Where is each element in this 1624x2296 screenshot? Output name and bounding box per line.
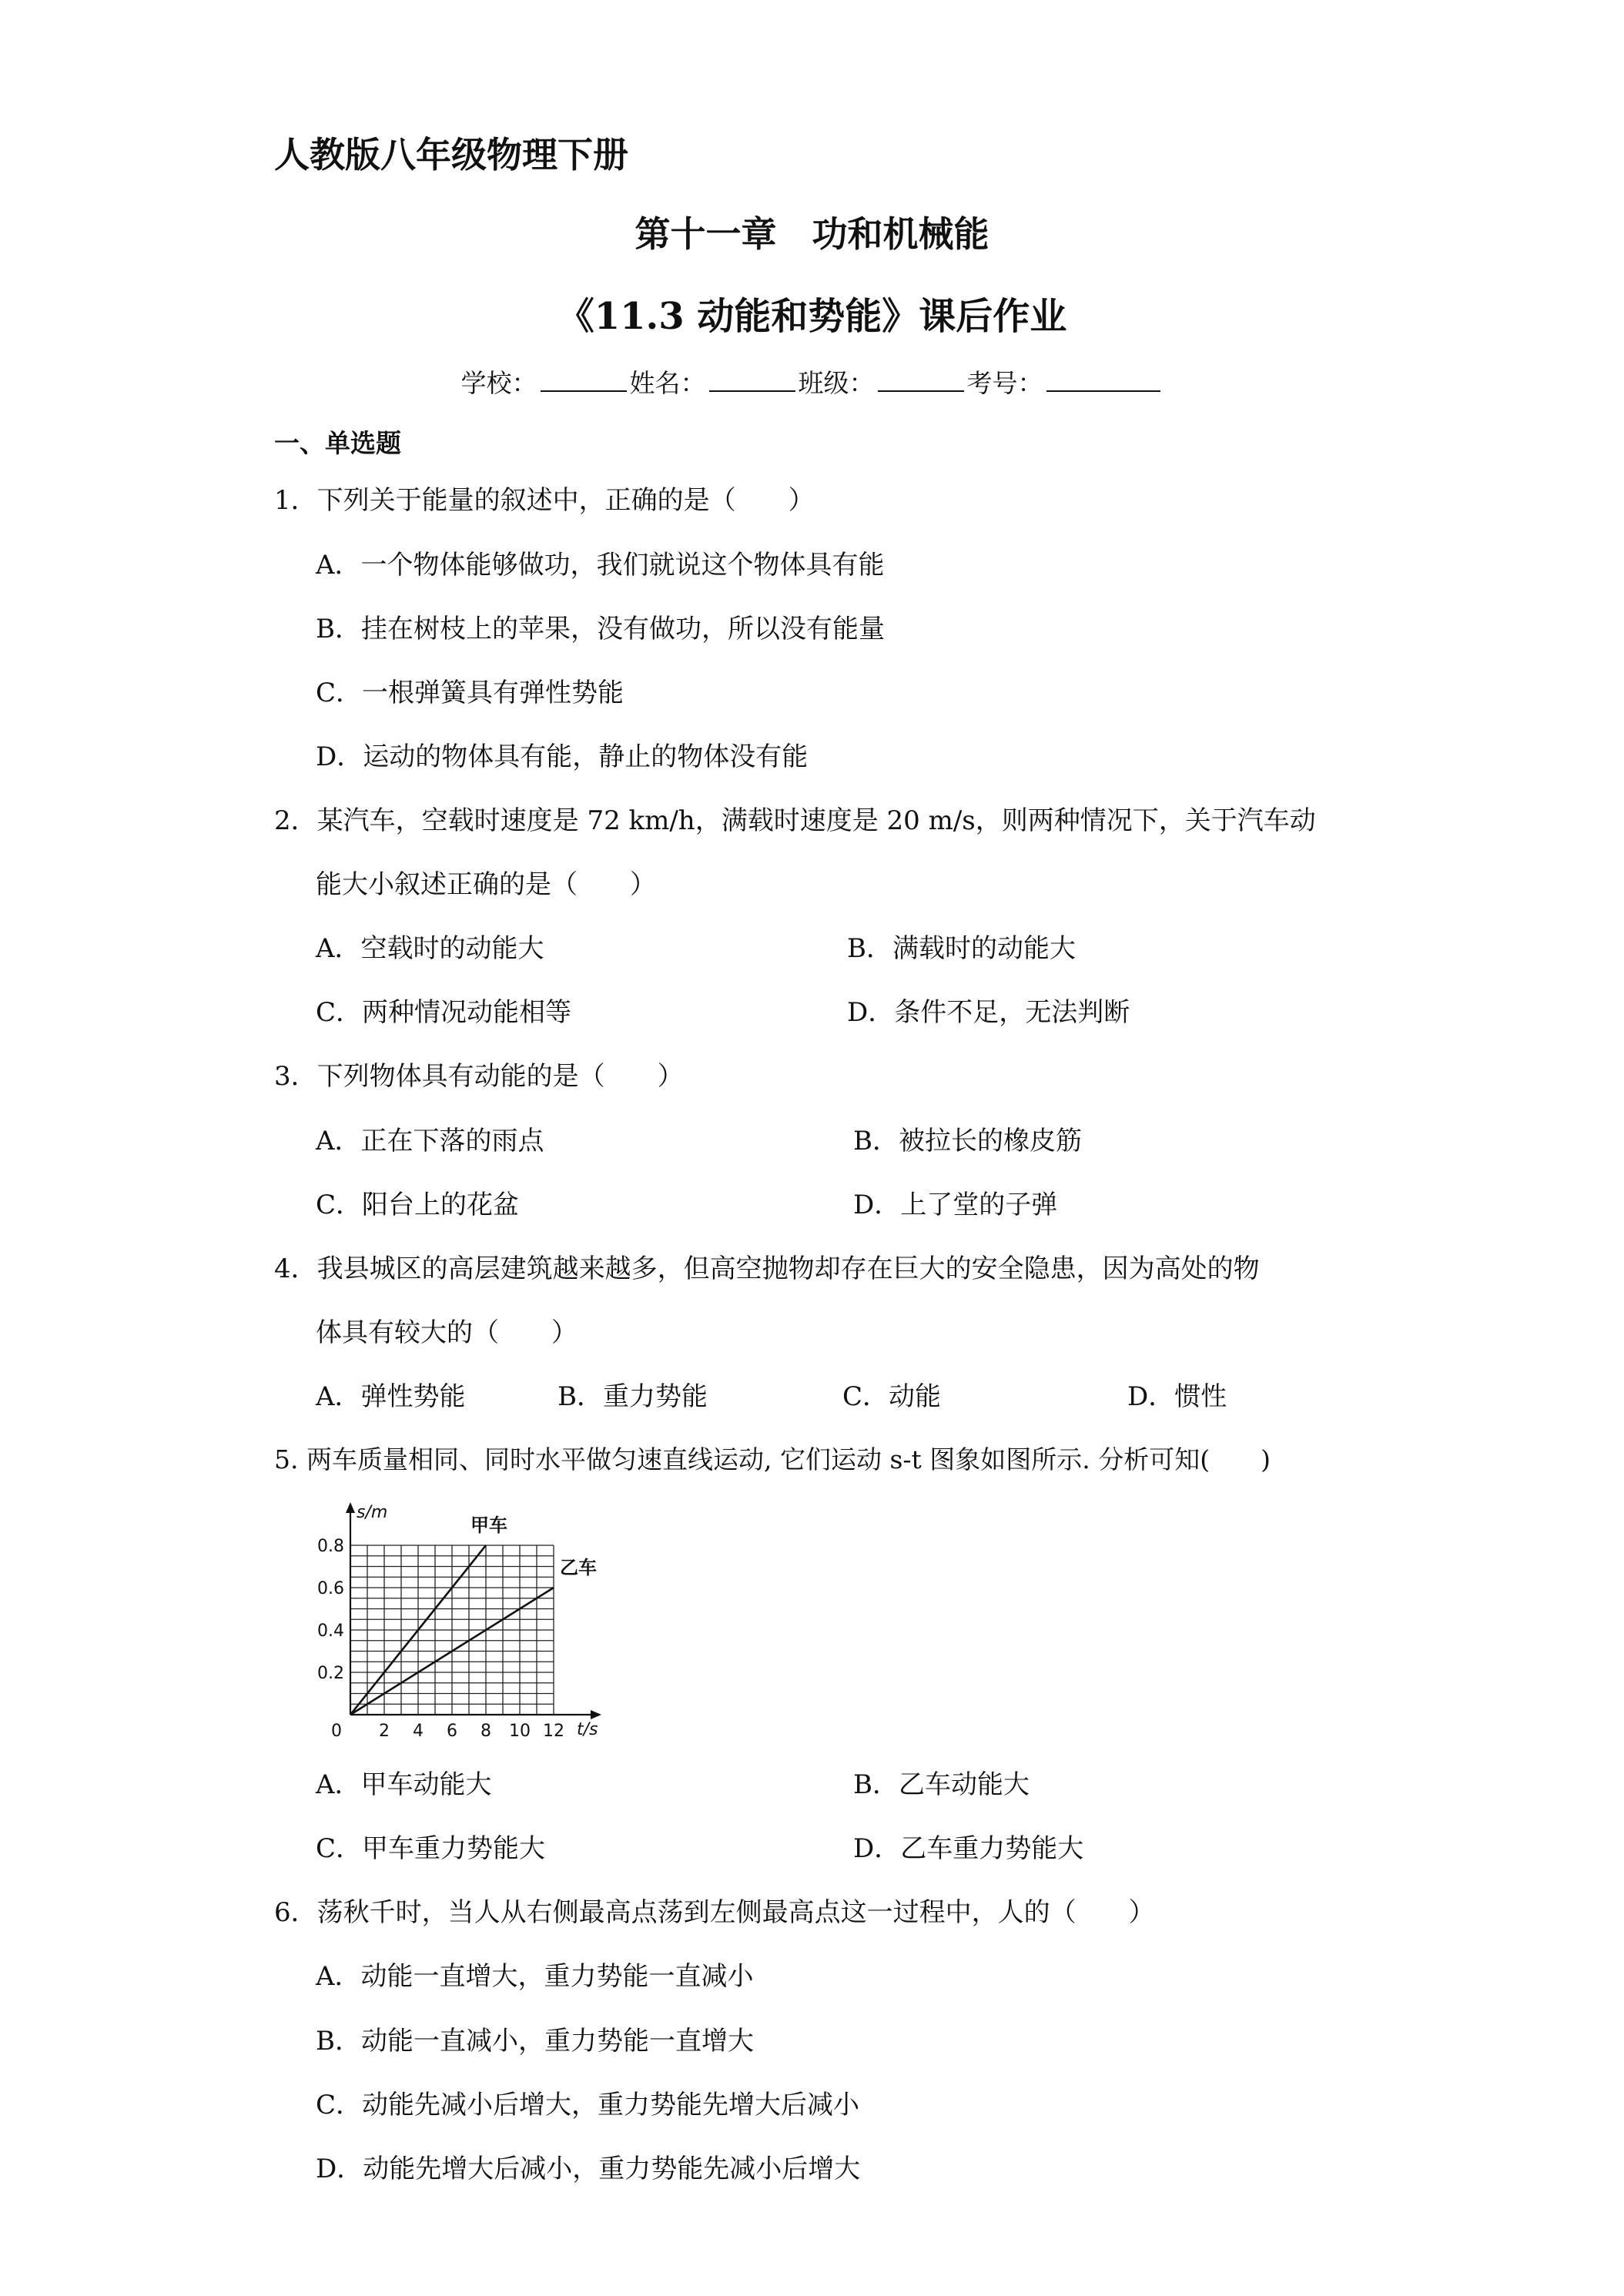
x-tick-label: 8 — [481, 1722, 491, 1741]
question-4-option-c: C．动能 — [842, 1381, 942, 1412]
series-title: 人教版八年级物理下册 — [274, 134, 628, 176]
x-tick-label: 2 — [379, 1722, 390, 1741]
class-blank[interactable] — [878, 367, 964, 392]
question-2-option-d: D．条件不足，无法判断 — [847, 997, 1130, 1028]
student-info-line — [0, 363, 1624, 400]
series-label-1: 甲车 — [470, 1514, 507, 1536]
question-5-option-d: D．乙车重力势能大 — [853, 1833, 1084, 1864]
school-blank[interactable] — [541, 367, 627, 392]
x-tick-label: 10 — [509, 1722, 531, 1741]
question-4-option-d: D．惯性 — [1127, 1381, 1227, 1412]
question-5-option-c: C．甲车重力势能大 — [316, 1833, 546, 1864]
x-tick-label: 12 — [543, 1722, 564, 1741]
question-2-stem-cont: 能大小叙述正确的是（ ） — [316, 869, 656, 900]
y-tick-label: 0.8 — [317, 1537, 344, 1556]
series-label-2: 乙车 — [560, 1557, 597, 1578]
question-4-stem: 4．我县城区的高层建筑越来越多，但高空抛物却存在巨大的安全隐患，因为高处的物 — [274, 1253, 1260, 1284]
question-2-option-c: C．两种情况动能相等 — [316, 997, 572, 1028]
question-3-stem: 3．下列物体具有动能的是（ ） — [274, 1061, 684, 1092]
question-6-option-b: B．动能一直减小，重力势能一直增大 — [316, 2026, 754, 2057]
question-6-option-d: D．动能先增大后减小，重力势能先减小后增大 — [316, 2154, 861, 2184]
question-6-stem: 6．荡秋千时，当人从右侧最高点荡到左侧最高点这一过程中，人的（ ） — [274, 1897, 1155, 1928]
section-heading: 一、单选题 — [274, 428, 401, 458]
name-label: 姓名： — [629, 368, 706, 398]
school-label: 学校： — [460, 368, 537, 398]
y-tick-label: 0.4 — [317, 1622, 344, 1641]
question-1-option-a: A．一个物体能够做功，我们就说这个物体具有能 — [316, 550, 885, 581]
question-2-option-b: B．满载时的动能大 — [847, 933, 1076, 964]
y-tick-label: 0.2 — [317, 1664, 344, 1683]
class-label: 班级： — [798, 368, 875, 398]
question-3-option-d: D．上了堂的子弹 — [853, 1190, 1058, 1220]
question-6-option-c: C．动能先减小后增大，重力势能先增大后减小 — [316, 2090, 860, 2120]
question-5-option-a: A．甲车动能大 — [316, 1769, 492, 1800]
question-4-option-a: A．弹性势能 — [316, 1381, 466, 1412]
question-1-stem: 1．下列关于能量的叙述中，正确的是（ ） — [274, 485, 815, 516]
lesson-title: 《11.3 动能和势能》课后作业 — [557, 295, 1067, 338]
question-4-option-b: B．重力势能 — [558, 1381, 708, 1412]
x-tick-label: 4 — [413, 1722, 424, 1741]
question-3-option-a: A．正在下落的雨点 — [316, 1126, 544, 1156]
question-1-option-c: C．一根弹簧具有弹性势能 — [316, 678, 624, 708]
x-axis-arrow — [591, 1710, 601, 1719]
question-5-stem: 5. 两车质量相同、同时水平做匀速直线运动, 它们运动 s-t 图象如图所示. 分析可知( ) — [274, 1444, 1271, 1474]
exam-no-blank[interactable] — [1046, 367, 1160, 392]
exam-no-label: 考号： — [966, 368, 1043, 398]
chapter-title: 第十一章 功和机械能 — [635, 213, 989, 255]
y-axis-arrow — [346, 1502, 355, 1513]
question-2-stem: 2．某汽车，空载时速度是 72 km/h，满载时速度是 20 m/s，则两种情况下，关于汽车动 — [274, 805, 1316, 836]
question-3-option-b: B．被拉长的橡皮筋 — [853, 1126, 1082, 1156]
question-1-option-b: B．挂在树枝上的苹果，没有做功，所以没有能量 — [316, 614, 885, 644]
question-2-option-a: A．空载时的动能大 — [316, 933, 544, 964]
question-4-stem-cont: 体具有较大的（ ） — [316, 1317, 578, 1348]
question-1-option-d: D．运动的物体具有能，静止的物体没有能 — [316, 741, 809, 772]
y-axis-label: s/m — [357, 1503, 388, 1522]
x-axis-label: t/s — [577, 1720, 598, 1739]
question-5-option-b: B．乙车动能大 — [853, 1769, 1030, 1800]
name-blank[interactable] — [709, 367, 795, 392]
x-tick-label: 6 — [447, 1722, 457, 1741]
y-tick-label: 0.6 — [317, 1579, 344, 1598]
question-3-option-c: C．阳台上的花盆 — [316, 1190, 520, 1220]
question-6-option-a: A．动能一直增大，重力势能一直减小 — [316, 1961, 754, 1992]
x-tick-label: 0 — [331, 1722, 342, 1741]
st-graph — [308, 1490, 631, 1752]
